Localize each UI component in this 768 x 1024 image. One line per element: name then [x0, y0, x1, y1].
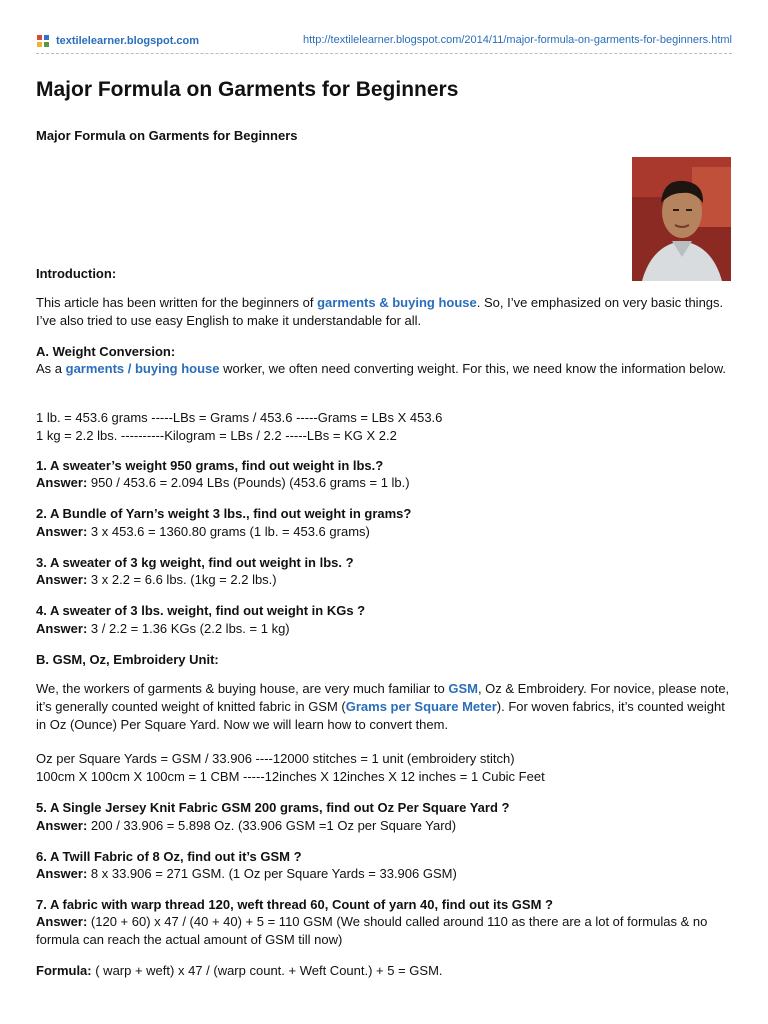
section-a-heading: A. Weight Conversion: [36, 344, 176, 359]
formula-label: Formula: [36, 963, 92, 978]
intro-paragraph [36, 294, 736, 330]
author-photo [632, 157, 731, 281]
intro-text-2: . So, I’ve emphasized on very basic things. I’ve also tried to use easy English to make it understandable for all. [36, 295, 724, 328]
answer-1 [36, 474, 736, 492]
header-divider [36, 53, 732, 54]
answer-6 [36, 865, 736, 883]
grams-per-square-meter-link[interactable]: Grams per Square Meter [345, 699, 497, 714]
answer-3 [36, 571, 736, 589]
gsm-link[interactable]: GSM [448, 681, 478, 696]
answer-5-text: 200 / 33.906 = 5.898 Oz. (33.906 GSM =1 Oz per Square Yard) [87, 818, 457, 833]
section-a-paragraph [36, 360, 736, 378]
answer-4-text: 3 / 2.2 = 1.36 KGs (2.2 lbs. = 1 kg) [87, 621, 290, 636]
question-6: 6. A Twill Fabric of 8 Oz, find out it’s GSM ? [36, 849, 302, 864]
site-name: textilelearner.blogspot.com [56, 35, 200, 47]
question-1: 1. A sweater’s weight 950 grams, find out weight in lbs.? [36, 458, 384, 473]
question-3: 3. A sweater of 3 kg weight, find out weight in lbs. ? [36, 555, 354, 570]
page-url-link[interactable]: http://textilelearner.blogspot.com/2014/11/major-formula-on-garments-for-beginners.html [303, 34, 732, 46]
answer-3-text: 3 x 2.2 = 6.6 lbs. (1kg = 2.2 lbs.) [87, 572, 277, 587]
answer-4 [36, 620, 736, 638]
site-logo-icon [36, 34, 50, 48]
answer-7-text: (120 + 60) x 47 / (40 + 40) + 5 = 110 GSM (We should called around 110 as there are a lot of formulas & no formula can reach the actual amount of GSM till now) [36, 914, 708, 947]
answer-label: Answer: [36, 572, 88, 587]
site-link[interactable] [36, 34, 199, 48]
section-b-text-2: , Oz & Embroidery. For novice, please note, it’s generally counted weight of knitted fabric in GSM ( [36, 681, 730, 714]
section-a-text-1: As a [36, 361, 66, 376]
answer-5 [36, 817, 736, 835]
answer-label: Answer: [36, 621, 88, 636]
section-b-heading: B. GSM, Oz, Embroidery Unit: [36, 652, 219, 667]
answer-2 [36, 523, 736, 541]
section-b-paragraph [36, 680, 736, 734]
answer-label: Answer: [36, 524, 88, 539]
intro-text-1: This article has been written for the beginners of [36, 295, 318, 310]
garments-buying-house-link[interactable]: garments & buying house [317, 295, 477, 310]
answer-label: Answer: [36, 914, 88, 929]
answer-6-text: 8 x 33.906 = 271 GSM. (1 Oz per Square Yards = 33.906 GSM) [87, 866, 457, 881]
answer-label: Answer: [36, 818, 88, 833]
formula-line [36, 962, 736, 980]
page-header [36, 28, 732, 56]
question-5: 5. A Single Jersey Knit Fabric GSM 200 grams, find out Oz Per Square Yard ? [36, 800, 510, 815]
answer-label: Answer: [36, 475, 88, 490]
section-b-text-3: ). For woven fabrics, it’s counted weight in Oz (Ounce) Per Square Yard. Now we will learn how to convert them. [36, 699, 725, 732]
unit-line-2: 100cm X 100cm X 100cm = 1 CBM -----12inches X 12inches X 12 inches = 1 Cubic Feet [36, 769, 545, 784]
unit-line-1: Oz per Square Yards = GSM / 33.906 ----12000 stitches = 1 unit (embroidery stitch) [36, 751, 515, 766]
page-title: Major Formula on Garments for Beginners [36, 78, 459, 101]
section-a-text-2: worker, we often need converting weight. For this, we need know the information below. [219, 361, 727, 376]
question-4: 4. A sweater of 3 lbs. weight, find out weight in KGs ? [36, 603, 366, 618]
weight-conversion-line-2: 1 kg = 2.2 lbs. ----------Kilogram = LBs / 2.2 -----LBs = KG X 2.2 [36, 428, 397, 443]
question-7: 7. A fabric with warp thread 120, weft thread 60, Count of yarn 40, find out its GSM ? [36, 897, 553, 912]
answer-1-text: 950 / 453.6 = 2.094 LBs (Pounds) (453.6 grams = 1 lb.) [87, 475, 410, 490]
intro-heading: Introduction: [36, 266, 117, 281]
answer-label: Answer: [36, 866, 88, 881]
answer-2-text: 3 x 453.6 = 1360.80 grams (1 lb. = 453.6 grams) [87, 524, 370, 539]
garments-buying-house-link-2[interactable]: garments / buying house [65, 361, 220, 376]
formula-text: ( warp + weft) x 47 / (warp count. + Weft Count.) + 5 = GSM. [91, 963, 443, 978]
article-subtitle: Major Formula on Garments for Beginners [36, 128, 298, 143]
section-b-text-1: We, the workers of garments & buying house, are very much familiar to [36, 681, 449, 696]
question-2: 2. A Bundle of Yarn’s weight 3 lbs., find out weight in grams? [36, 506, 412, 521]
answer-7 [36, 913, 736, 949]
weight-conversion-line-1: 1 lb. = 453.6 grams -----LBs = Grams / 453.6 -----Grams = LBs X 453.6 [36, 410, 443, 425]
